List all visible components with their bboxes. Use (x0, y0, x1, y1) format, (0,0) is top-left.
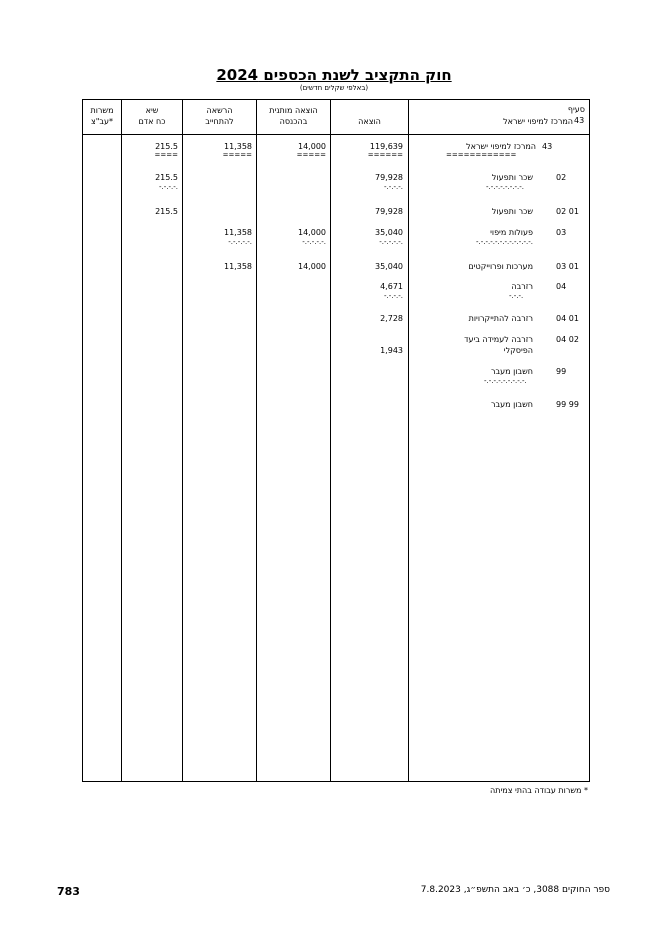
row-peak: 215.5 (155, 207, 178, 216)
header-peak-line2: כח אדם (138, 117, 166, 126)
row-cond: 14,000 (298, 228, 326, 237)
header-section-label: סעיף (567, 105, 585, 114)
row-expense: 119,639 (369, 142, 403, 151)
column-divider (182, 99, 183, 782)
header-section-name: המרכז למיפוי ישראל (503, 117, 573, 126)
row-expense-underline: -.-.-.-.-. (379, 238, 403, 246)
budget-table (82, 99, 590, 782)
row-name: פעולות מיפוי (490, 228, 533, 237)
header-jobs-line1: משרות (90, 106, 114, 115)
row-code: 03 01 (556, 262, 579, 271)
row-name: חשבון מעבר (490, 400, 533, 409)
row-expense: 79,928 (375, 173, 403, 182)
row-code: 43 (542, 142, 553, 151)
page-number: 783 (57, 885, 80, 898)
row-code: 04 (556, 282, 567, 291)
header-commit-line2: להתחייב (205, 117, 234, 126)
row-cond: 14,000 (298, 142, 326, 151)
row-code: 04 01 (556, 314, 579, 323)
row-peak: 215.5 (155, 142, 178, 151)
row-name: מערכות ופרוייקטים (468, 262, 533, 271)
row-cond-underline: ===== (296, 151, 326, 159)
row-name: חשבון מעבר (490, 367, 533, 376)
row-code: 02 (556, 173, 567, 182)
header-expense: הוצאה (358, 117, 381, 126)
row-name-underline: ============ (446, 151, 517, 159)
row-commit-underline: -.-.-.-.-. (228, 238, 252, 246)
footnote: * משרות עבודה בהתי צמיתה (490, 786, 588, 795)
header-cond-line2: בהכנסה (279, 117, 308, 126)
row-peak: 215.5 (155, 173, 178, 182)
header-divider (82, 134, 590, 135)
row-commit: 11,358 (224, 228, 252, 237)
row-expense-underline: ====== (367, 151, 403, 159)
row-commit: 11,358 (224, 262, 252, 271)
column-divider (121, 99, 122, 782)
header-commit-line1: הרשאה (206, 106, 233, 115)
page-title: חוק התקציב לשנת הכספים 2024 (216, 66, 452, 84)
header-jobs-line2: עב"צ* (90, 117, 114, 126)
column-divider (408, 99, 409, 782)
row-cond-underline: -.-.-.-.-. (302, 238, 326, 246)
row-name-line2: הפיסקלי (503, 346, 533, 355)
row-expense: 2,728 (380, 314, 403, 323)
header-section-code: 43 (574, 116, 585, 125)
row-expense: 35,040 (375, 262, 403, 271)
row-name: רזרבה (511, 282, 533, 291)
column-divider (330, 99, 331, 782)
row-expense: 79,928 (375, 207, 403, 216)
row-name-underline: -.-.-.-.-.-.-.-.-. (484, 377, 527, 385)
row-code: 99 99 (556, 400, 579, 409)
row-code: 99 (556, 367, 567, 376)
row-code: 03 (556, 228, 567, 237)
row-name-underline: -.-.-. (509, 292, 524, 300)
row-cond: 14,000 (298, 262, 326, 271)
row-commit: 11,358 (224, 142, 252, 151)
row-name-line1: רזרבה לעמידה ביעד (464, 335, 533, 344)
row-code: 04 02 (556, 335, 579, 344)
column-divider (256, 99, 257, 782)
row-expense: 35,040 (375, 228, 403, 237)
row-code: 02 01 (556, 207, 579, 216)
row-name: רזרבה להתייקרויות (468, 314, 533, 323)
header-peak-line1: שיא (145, 106, 159, 115)
row-expense-underline: -.-.-.-. (383, 183, 403, 191)
row-peak-underline: -.-.-.-. (158, 183, 178, 191)
footer-source: ספר החוקים 3088, כ׳ באב התשפ״ג, 7.8.2023 (420, 885, 610, 895)
row-name: שכר ותפעול (491, 173, 533, 182)
page-subtitle: (באלפי שקלים חדשים) (299, 84, 369, 92)
row-expense: 1,943 (380, 346, 403, 355)
row-expense-underline: -.-.-.-. (383, 292, 403, 300)
row-commit-underline: ===== (222, 151, 252, 159)
row-name-underline: -.-.-.-.-.-.-.-. (486, 183, 525, 191)
row-name: שכר ותפעול (491, 207, 533, 216)
row-name-underline: -.-.-.-.-.-.-.-.-.-.-.-. (476, 238, 534, 246)
row-expense: 4,671 (380, 282, 403, 291)
row-peak-underline: ==== (154, 151, 178, 159)
header-cond-line1: הוצאה מותנית (269, 106, 318, 115)
row-name: המרכז למיפוי ישראל (466, 142, 536, 151)
